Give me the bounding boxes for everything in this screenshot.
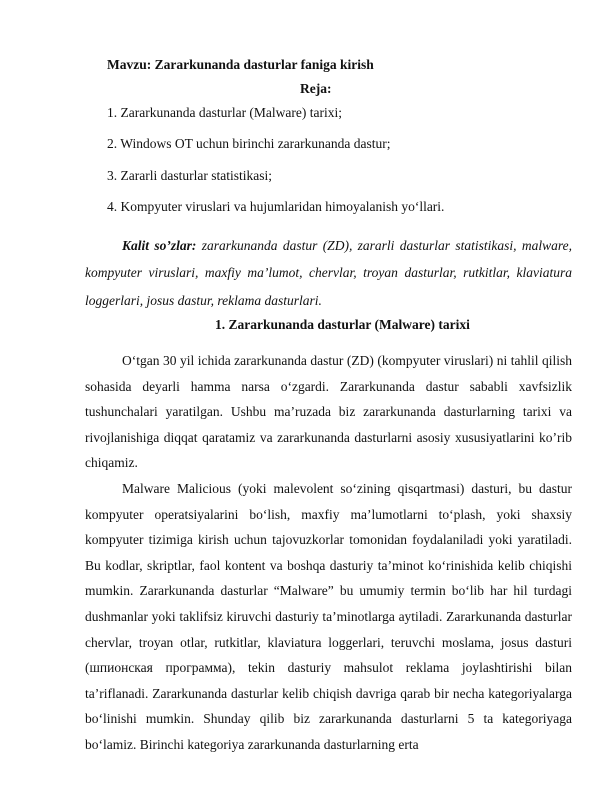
plan-item: 4. Kompyuter viruslari va hujumlaridan himoyalanish yo‘llari. <box>107 198 445 214</box>
paragraph: Malware Malicious (yoki malevolent so‘zining qisqartmasi) dasturi, bu dastur kompyuter operatsiyalarini bo‘lish, maxfiy ma’lumotlarni to‘plash, yoki shaxsiy kompyuter tizimiga kirish uchun tajovuzkorlar tomonidan foydalaniladi yoki yaratiladi. Bu kodlar, skriptlar, faol kontent va boshqa dasturiy ta’minot ko‘rinishida kelib chiqishi mumkin. Zararkunanda dasturlar “Malware” bu umumiy termin bo‘lib har hil turdagi dushmanlar yoki taklifsiz kiruvchi dasturiy ta’minotlarga aytiladi. Zararkunanda dasturlar chervlar, troyan otlar, rutkitlar, klaviatura loggerlari, teruvchi moslama, josus dasturi (шпионская программа), tekin dasturiy mahsulot reklama joylashtirishi bilan ta’riflanadi. Zararkunanda dasturlar kelib chiqish davriga qarab bir necha kategoriyalarga bo‘linishi mumkin. Shunday qilib biz zararkunanda dasturlarni 5 ta kategoriyaga bo‘lamiz. Birinchi kategoriya zararkunanda dasturlarning erta <box>85 480 572 752</box>
section-title: 1. Zararkunanda dasturlar (Malware) tarixi <box>215 317 470 332</box>
plan-item: 1. Zararkunanda dasturlar (Malware) tarixi; <box>107 105 343 120</box>
keywords-text: zararkunanda dastur (ZD), zararli dasturlar statistikasi, malware, kompyuter viruslari, maxfiy ma’lumot, chervlar, troyan dasturlar, rutkitlar, klaviatura loggerlari, josus dastur, reklama dasturlari. <box>85 238 573 308</box>
plan-list <box>107 104 444 229</box>
keywords-label: Kalit so’zlar: <box>122 238 197 253</box>
body-text <box>85 348 572 758</box>
plan-heading: Reja: <box>300 81 332 96</box>
plan-item: 2. Windows OT uchun birinchi zararkunanda dastur; <box>107 136 391 152</box>
paragraph: O‘tgan 30 yil ichida zararkunanda dastur (ZD) (kompyuter viruslari) ni tahlil qilish sohasida deyarli hamma narsa o‘zgardi. Zararkunanda dastur sababli xavfsizlik tushunchalari yaratilgan. Ushbu ma’ruzada biz zararkunanda dasturlarning tarixi va rivojlanishiga diqqat qaratamiz va zararkunanda dasturlarni asosiy xususiyatlarini ko’rib chiqamiz. <box>85 353 572 471</box>
keywords-paragraph <box>85 232 572 314</box>
document-topic: Mavzu: Zararkunanda dasturlar faniga kirish <box>107 57 374 72</box>
plan-item: 3. Zararli dasturlar statistikasi; <box>107 167 272 183</box>
